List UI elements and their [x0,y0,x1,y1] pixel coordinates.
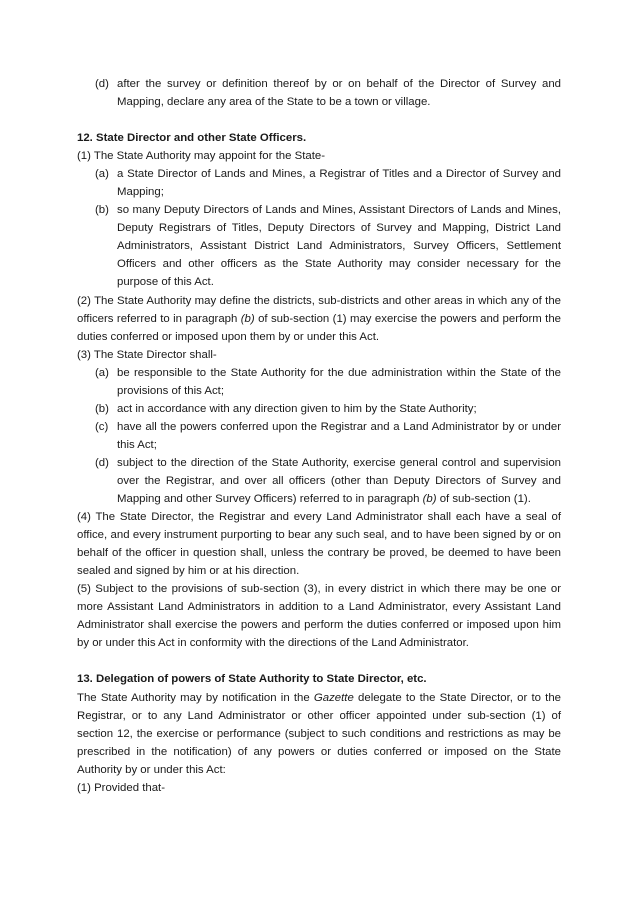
item-text: after the survey or definition thereof by or on behalf of the Director of Survey and Mapping, declare any area of the State to be a town or village. [117,78,561,109]
paragraph: (1) The State Authority may appoint for the State- [77,150,325,163]
text-run: of sub-section (1) may exercise the powers and perform the duties conferred or imposed upon them by or under this Act. [77,312,562,343]
item-marker: (b) [95,402,109,415]
item-text: be responsible to the State Authority for the due administration within the State of the provisions of this Act; [117,366,561,397]
italic-run: (b) [240,312,255,325]
text-run: delegate to the State Director, or to the Registrar, or to any Land Administrator or other officer appointed under sub-section (1) of section 12, the exercise or performance (subject to such conditions and restrictions as may be prescribed in the notification) of any powers or duties conferred or imposed on the State Authority by or under this Act: [77,691,561,776]
text-run: (2) The State Authority may define the districts, sub-districts and other areas in which any of the officers referred to in paragraph [77,294,561,325]
item-marker: (a) [95,168,109,181]
section-12-heading: 12. State Director and other State Officers. [77,132,307,145]
item-marker: (c) [95,420,109,433]
item-marker: (a) [95,366,109,379]
paragraph: (5) Subject to the provisions of sub-section (3), in every district in which there may be one or more Assistant Land Administrators in addition to a Land Administrator, every Assistant Land Administrator shall exercise the powers and perform the duties conferred or imposed upon him by or under this Act in conformity with the directions of the Land Administrator. [77,583,561,650]
item-marker: (d) [95,78,109,90]
spacer [77,111,561,129]
item-text: so many Deputy Directors of Lands and Mines, Assistant Directors of Lands and Mines, Deputy Registrars of Titles, Deputy Directors of Survey and Mapping, District Land Administrators, Assistant District Land Administrators, Survey Officers, Settlement Officers and other officers as the State Authority may consider necessary for the purpose of this Act. [117,204,561,289]
list-item [77,418,561,454]
list-item [77,201,561,291]
item-text: have all the powers conferred upon the Registrar and a Land Administrator by or under this Act; [117,420,561,451]
item-marker: (d) [95,456,109,469]
italic-run: (b) [422,493,437,506]
list-item [77,454,561,508]
list-item [77,165,561,201]
item-text: of sub-section (1). [436,493,531,506]
item-text: act in accordance with any direction given to him by the State Authority; [117,402,477,415]
paragraph: (1) Provided that- [77,781,165,794]
spacer [77,652,561,670]
text-run: The State Authority may by notification in the [77,691,314,704]
paragraph [77,292,561,346]
list-item [77,400,561,418]
list-item [77,364,561,400]
item-marker: (b) [95,204,109,217]
item-text: subject to the direction of the State Authority, exercise general control and supervision over the Registrar, and over all officers (other than Deputy Directors of Survey and Mapping and other Survey Officers) referred to in paragraph [117,456,561,506]
italic-run: Gazette [313,691,354,704]
item-text: a State Director of Lands and Mines, a Registrar of Titles and a Director of Survey and Mapping; [117,168,561,199]
paragraph: (3) The State Director shall- [77,348,217,361]
list-item [77,75,561,111]
paragraph [77,689,561,779]
section-13-heading: 13. Delegation of powers of State Authority to State Director, etc. [77,673,427,686]
paragraph: (4) The State Director, the Registrar and every Land Administrator shall each have a seal of office, and every instrument purporting to bear any such seal, and to have been signed by or on behalf of the officer in question shall, unless the contrary be proved, be deemed to have been sealed and signed by him or at his direction. [77,511,561,578]
